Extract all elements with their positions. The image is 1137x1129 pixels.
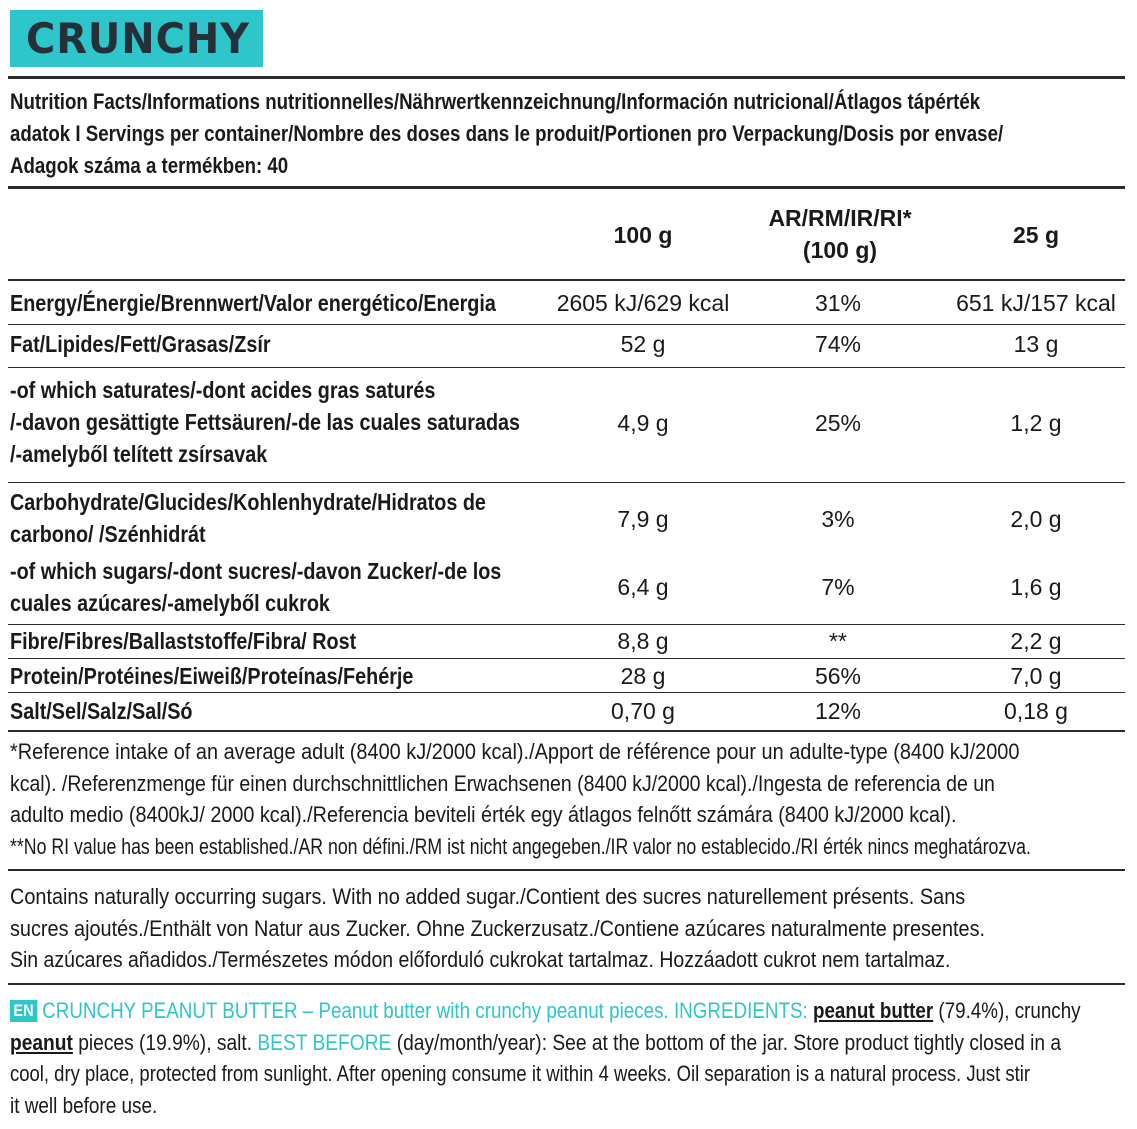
row-energy-per25: 651 kJ/157 kcal (956, 290, 1116, 316)
row-saturates-per25: 1,2 g (1010, 410, 1062, 436)
colhead-ri-line1: AR/RM/IR/RI* (768, 205, 912, 231)
row-saturates-label: -of which saturates/-dont acides gras saturés /-davon gesättigte Fettsäuren/-de las cuales saturadas /-amelyből telített zsírsavak (10, 377, 521, 467)
rule-sugars-bottom (8, 983, 1125, 985)
row-saturates-ri: 25% (814, 410, 862, 436)
title-badge (10, 10, 263, 67)
row-fat-per100: 52 g (620, 331, 666, 357)
rule-footnotes-bottom (8, 869, 1125, 871)
row-saturates-per100: 4,9 g (617, 410, 669, 436)
row-carbohydrate-per100: 7,9 g (617, 506, 669, 532)
page-title: CRUNCHY (26, 14, 251, 63)
rule-top (8, 76, 1125, 79)
rule-row-6 (8, 692, 1125, 693)
colhead-ri (750, 202, 930, 266)
row-energy-label: Energy/Énergie/Brennwert/Valor energético/Energia (10, 290, 496, 316)
row-energy-per100: 2605 kJ/629 kcal (556, 290, 730, 316)
top-bar (0, 0, 1137, 76)
ingredients-line-1: EN CRUNCHY PEANUT BUTTER – Peanut butter with crunchy peanut pieces. INGREDIENTS: peanut butter (79.4%), crunchy (10, 995, 963, 1027)
row-carbohydrate-ri: 3% (821, 506, 855, 532)
rule-row-3 (8, 482, 1125, 483)
colhead-per25: 25 g (1012, 222, 1060, 248)
row-fat-label: Fat/Lipides/Fett/Grasas/Zsír (10, 331, 271, 357)
language-tag-en: EN (10, 1000, 37, 1022)
ingredients-block (10, 995, 1125, 1121)
row-sugars-per100: 6,4 g (617, 574, 669, 600)
row-fat-ri: 74% (814, 331, 862, 357)
row-sugars-label: -of which sugars/-dont sucres/-davon Zucker/-de los cuales azúcares/-amelyből cukrok (10, 558, 502, 616)
row-carbohydrate-per25: 2,0 g (1010, 506, 1062, 532)
row-fibre-label: Fibre/Fibres/Ballaststoffe/Fibra/ Rost (10, 628, 357, 654)
product-name: CRUNCHY PEANUT BUTTER – Peanut butter with crunchy peanut pieces. INGREDIENTS: (42, 998, 808, 1023)
ingredients-line-3: cool, dry place, protected from sunlight. After opening consume it within 4 weeks. Oil separation is a natural process. Just stir (10, 1061, 1030, 1086)
header-line-1: Nutrition Facts/Informations nutritionnelles/Nährwertkennzeichnung/Información nutricional/Átlagos tápérték (10, 89, 981, 114)
row-fat-per25: 13 g (1013, 331, 1059, 357)
row-sugars-ri: 7% (821, 574, 855, 600)
best-before-label: BEST BEFORE (257, 1029, 392, 1055)
row-fibre-per25: 2,2 g (1010, 628, 1062, 654)
row-salt-per25: 0,18 g (1004, 698, 1068, 724)
header-line-3: Adagok száma a termékben: 40 (10, 153, 289, 178)
rule-colhead-bottom (8, 279, 1125, 281)
rule-table-bottom (8, 730, 1125, 732)
rule-header-bottom (8, 186, 1125, 189)
colhead-ri-line2: (100 g) (802, 237, 878, 263)
rule-row-1 (8, 324, 1125, 325)
row-fibre-per100: 8,8 g (617, 628, 669, 654)
ingredient-peanut: peanut (10, 1029, 73, 1055)
sugars-note: Contains naturally occurring sugars. With no added sugar./Contient des sucres naturellement présents. Sans sucres ajoutés./Enthält von Natur aus Zucker. Ohne Zuckerzusatz./Contiene azúcares naturalmente presentes. Sin azúcares añadidos./Természetes módon előforduló cukrokat tartalmaz. Hozzáadott cukrot nem tartalmaz. (10, 884, 986, 972)
header-line-2: adatok I Servings per container/Nombre des doses dans le produit/Portionen pro Verpackung/Dosis por envase/ (10, 121, 1004, 146)
row-protein-label: Protein/Protéines/Eiweiß/Proteínas/Fehérje (10, 663, 414, 689)
rule-row-2 (8, 367, 1125, 368)
row-salt-ri: 12% (814, 698, 862, 724)
row-protein-per100: 28 g (620, 663, 666, 689)
rule-row-5 (8, 658, 1125, 659)
ingredients-line-4: it well before use. (10, 1092, 158, 1118)
row-protein-per25: 7,0 g (1010, 663, 1062, 689)
row-energy-ri: 31% (814, 290, 862, 316)
colhead-per100: 100 g (613, 222, 673, 248)
row-fibre-ri: ** (829, 628, 847, 654)
ingredients-line-2: peanut pieces (19.9%), salt. BEST BEFORE (day/month/year): See at the bottom of the jar. Store product tightly closed in a (10, 1029, 1062, 1055)
row-protein-ri: 56% (814, 663, 862, 689)
row-salt-per100: 0,70 g (611, 698, 675, 724)
row-carbohydrate-label: Carbohydrate/Glucides/Kohlenhydrate/Hidratos de carbono/ /Szénhidrát (10, 489, 486, 547)
nutrition-header (10, 86, 1120, 182)
reference-intake-footnote: *Reference intake of an average adult (8400 kJ/2000 kcal)./Apport de référence pour un adulte-type (8400 kJ/2000 kcal). /Referenzmenge für einen durchschnittlichen Erwachsenen (8400 kJ/2000 kcal)./Ingesta de referencia de un adulto medio (8400kJ/ 2000 kcal)./Referencia beviteli érték egy átlagos felnőtt számára (8400 kJ/2000 kcal). **No RI value has been established./AR non défini./RM ist nicht angegeben./IR valor no establecido./RI érték nincs meghatározva. (10, 739, 1031, 859)
ingredient-peanut-butter: peanut butter (812, 998, 934, 1023)
row-salt-label: Salt/Sel/Salz/Sal/Só (10, 698, 193, 724)
row-sugars-per25: 1,6 g (1010, 574, 1062, 600)
